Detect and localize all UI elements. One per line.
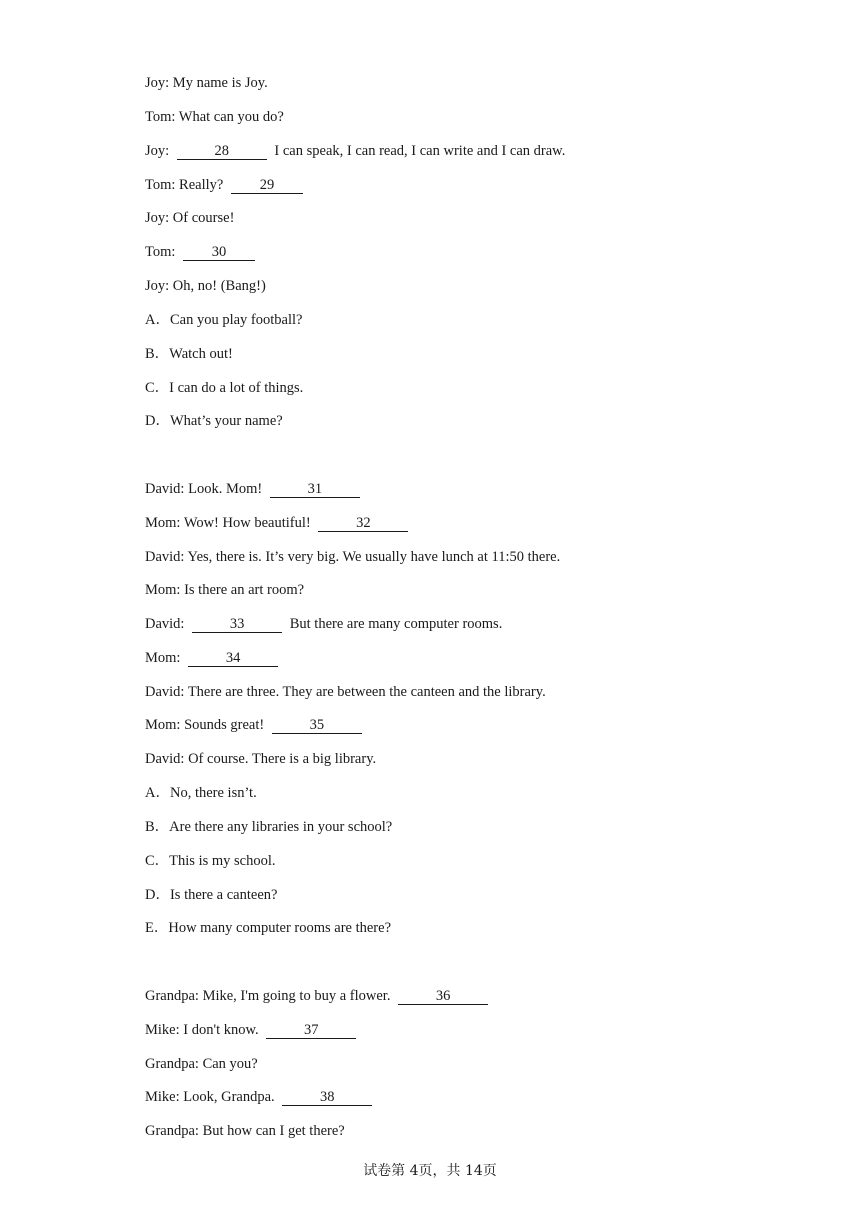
dialogue-line: Joy: My name is Joy. — [145, 75, 268, 91]
answer-blank[interactable]: 28 — [177, 144, 267, 160]
dialogue-text: Mom: — [145, 650, 185, 666]
answer-option: D．Is there a canteen? — [145, 887, 278, 903]
dialogue-text: Mike: Look, Grandpa. — [145, 1089, 279, 1105]
dialogue-line — [145, 649, 282, 667]
dialogue-line: Mom: Is there an art room? — [145, 582, 305, 598]
dialogue-line — [145, 1021, 360, 1039]
answer-option: C．This is my school. — [145, 853, 276, 869]
answer-option: A．Can you play football? — [145, 312, 303, 328]
dialogue-text: But there are many computer rooms. — [286, 616, 503, 632]
answer-option: C．I can do a lot of things. — [145, 380, 304, 396]
dialogue-line — [145, 615, 502, 633]
dialogue-text: Grandpa: Mike, I'm going to buy a flower. — [145, 988, 395, 1004]
dialogue-text: Joy: — [145, 143, 173, 159]
answer-blank[interactable]: 33 — [192, 617, 282, 633]
answer-option: B．Are there any libraries in your school? — [145, 819, 393, 835]
dialogue-line — [145, 142, 565, 160]
dialogue-text: David: — [145, 616, 189, 632]
dialogue-line — [145, 716, 366, 734]
dialogue-line: Joy: Of course! — [145, 210, 235, 226]
dialogue-text: David: Look. Mom! — [145, 481, 266, 497]
dialogue-line: Grandpa: Can you? — [145, 1056, 258, 1072]
answer-blank[interactable]: 34 — [188, 651, 278, 667]
dialogue-line — [145, 480, 364, 498]
dialogue-line — [145, 987, 492, 1005]
answer-blank[interactable]: 32 — [318, 516, 408, 532]
dialogue-line: David: There are three. They are between the canteen and the library. — [145, 684, 546, 700]
dialogue-line — [145, 243, 259, 261]
dialogue-text: Tom: — [145, 244, 180, 260]
answer-blank[interactable]: 36 — [398, 989, 488, 1005]
answer-blank[interactable]: 30 — [183, 245, 255, 261]
answer-blank[interactable]: 35 — [272, 718, 362, 734]
dialogue-text: Mike: I don't know. — [145, 1022, 263, 1038]
dialogue-line: Joy: Oh, no! (Bang!) — [145, 278, 266, 294]
dialogue-line: Tom: What can you do? — [145, 109, 284, 125]
answer-option: E．How many computer rooms are there? — [145, 920, 392, 936]
dialogue-line: Grandpa: But how can I get there? — [145, 1123, 345, 1139]
answer-blank[interactable]: 29 — [231, 178, 303, 194]
dialogue-line — [145, 176, 307, 194]
dialogue-text: Mom: Wow! How beautiful! — [145, 515, 315, 531]
dialogue-line: David: Of course. There is a big library. — [145, 751, 377, 767]
answer-blank[interactable]: 38 — [282, 1090, 372, 1106]
dialogue-text: Mom: Sounds great! — [145, 717, 268, 733]
dialogue-text: I can speak, I can read, I can write and I can draw. — [270, 143, 566, 159]
dialogue-line: David: Yes, there is. It’s very big. We usually have lunch at 11:50 there. — [145, 549, 561, 565]
dialogue-line — [145, 1088, 376, 1106]
page-footer: 试卷第 4页，共 14页 — [363, 1163, 497, 1179]
answer-option: D．What’s your name? — [145, 413, 283, 429]
dialogue-line — [145, 514, 412, 532]
answer-option: A．No, there isn’t. — [145, 785, 257, 801]
answer-blank[interactable]: 37 — [266, 1023, 356, 1039]
answer-option: B．Watch out! — [145, 346, 233, 362]
answer-blank[interactable]: 31 — [270, 482, 360, 498]
dialogue-text: Tom: Really? — [145, 177, 227, 193]
